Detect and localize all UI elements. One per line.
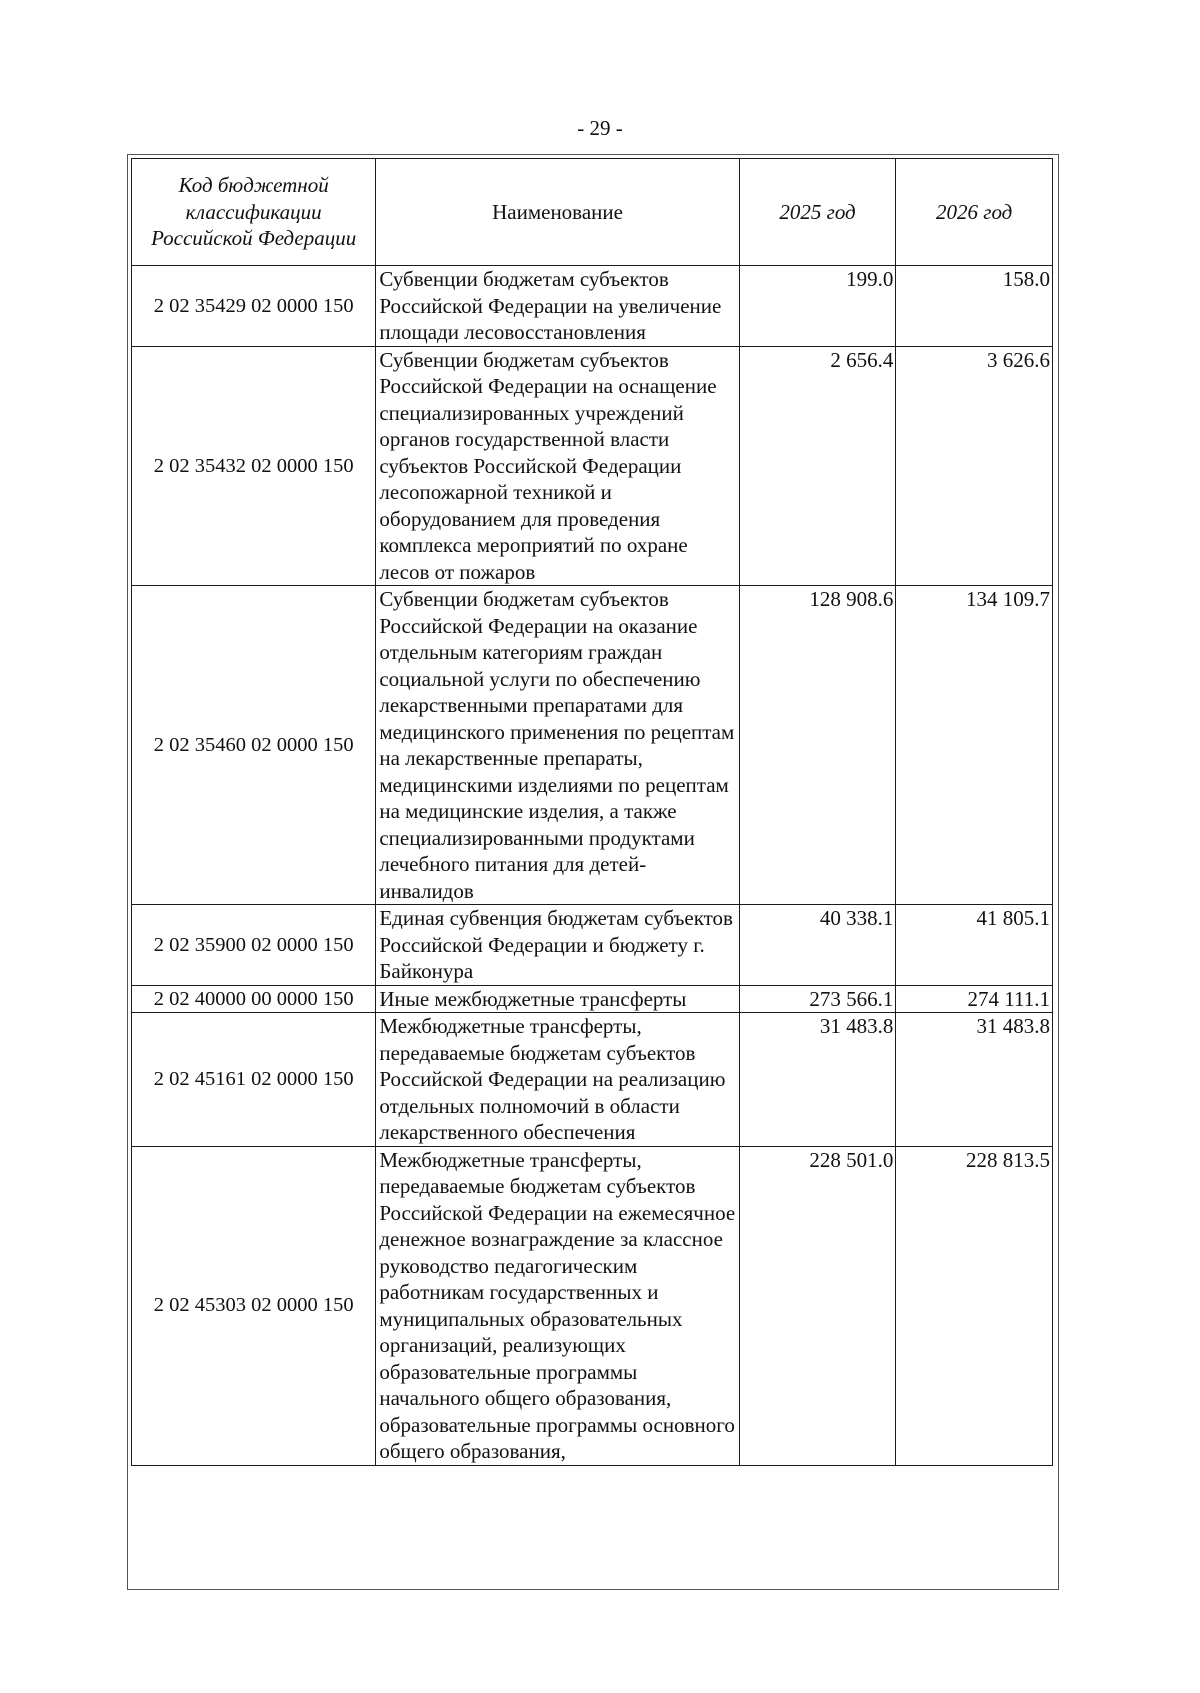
page-number: - 29 -: [577, 116, 623, 140]
row-value-2025: 273 566.1: [739, 985, 896, 1013]
table-row: [132, 1013, 1053, 1147]
row-value-2026: 3 626.6: [896, 346, 1053, 586]
row-value-2025: 40 338.1: [739, 905, 896, 986]
row-value-2026: 31 483.8: [896, 1013, 1053, 1147]
table-row: [132, 985, 1053, 1013]
table-row: [132, 346, 1053, 586]
header-name: Наименование: [376, 159, 739, 266]
table-row: [132, 586, 1053, 905]
table-row: [132, 266, 1053, 347]
row-value-2025: 128 908.6: [739, 586, 896, 905]
budget-table: [131, 158, 1053, 1466]
row-name: Межбюджетные трансферты, передаваемые бюджетам субъектов Российской Федерации на реализацию отдельных полномочий в области лекарственного обеспечения: [376, 1013, 739, 1147]
row-code: 2 02 35460 02 0000 150: [132, 586, 376, 905]
header-year-2025: 2025 год: [739, 159, 896, 266]
row-name: Межбюджетные трансферты, передаваемые бюджетам субъектов Российской Федерации на ежемесячное денежное вознаграждение за классное руководство педагогическим работникам государственных и муниципальных образовательных организаций, реализующих образовательные программы начального общего образования, образовательные программы основного общего образования,: [376, 1146, 739, 1465]
row-value-2025: 199.0: [739, 266, 896, 347]
row-name: Субвенции бюджетам субъектов Российской Федерации на оказание отдельным категориям граждан социальной услуги по обеспечению лекарственными препаратами для медицинского применения по рецептам на лекарственные препараты, медицинскими изделиями по рецептам на медицинские изделия, а также специализированными продуктами лечебного питания для детей-инвалидов: [376, 586, 739, 905]
row-code: 2 02 35429 02 0000 150: [132, 266, 376, 347]
row-name: Субвенции бюджетам субъектов Российской Федерации на оснащение специализированных учреждений органов государственной власти субъектов Российской Федерации лесопожарной техникой и оборудованием для проведения комплекса мероприятий по охране лесов от пожаров: [376, 346, 739, 586]
header-year-2026: 2026 год: [896, 159, 1053, 266]
row-code: 2 02 45303 02 0000 150: [132, 1146, 376, 1465]
header-row: [132, 159, 1053, 266]
header-code: Код бюджетной классификации Российской Федерации: [132, 159, 376, 266]
row-value-2026: 134 109.7: [896, 586, 1053, 905]
row-value-2025: 228 501.0: [739, 1146, 896, 1465]
row-value-2026: 274 111.1: [896, 985, 1053, 1013]
row-name: Субвенции бюджетам субъектов Российской Федерации на увеличение площади лесовосстановления: [376, 266, 739, 347]
row-name: Единая субвенция бюджетам субъектов Российской Федерации и бюджету г. Байконура: [376, 905, 739, 986]
row-value-2025: 2 656.4: [739, 346, 896, 586]
row-value-2026: 228 813.5: [896, 1146, 1053, 1465]
row-code: 2 02 35900 02 0000 150: [132, 905, 376, 986]
row-name: Иные межбюджетные трансферты: [376, 985, 739, 1013]
row-value-2026: 158.0: [896, 266, 1053, 347]
table-row: [132, 1146, 1053, 1465]
row-value-2025: 31 483.8: [739, 1013, 896, 1147]
table-row: [132, 905, 1053, 986]
row-code: 2 02 45161 02 0000 150: [132, 1013, 376, 1147]
row-value-2026: 41 805.1: [896, 905, 1053, 986]
row-code: 2 02 35432 02 0000 150: [132, 346, 376, 586]
row-code: 2 02 40000 00 0000 150: [132, 985, 376, 1013]
